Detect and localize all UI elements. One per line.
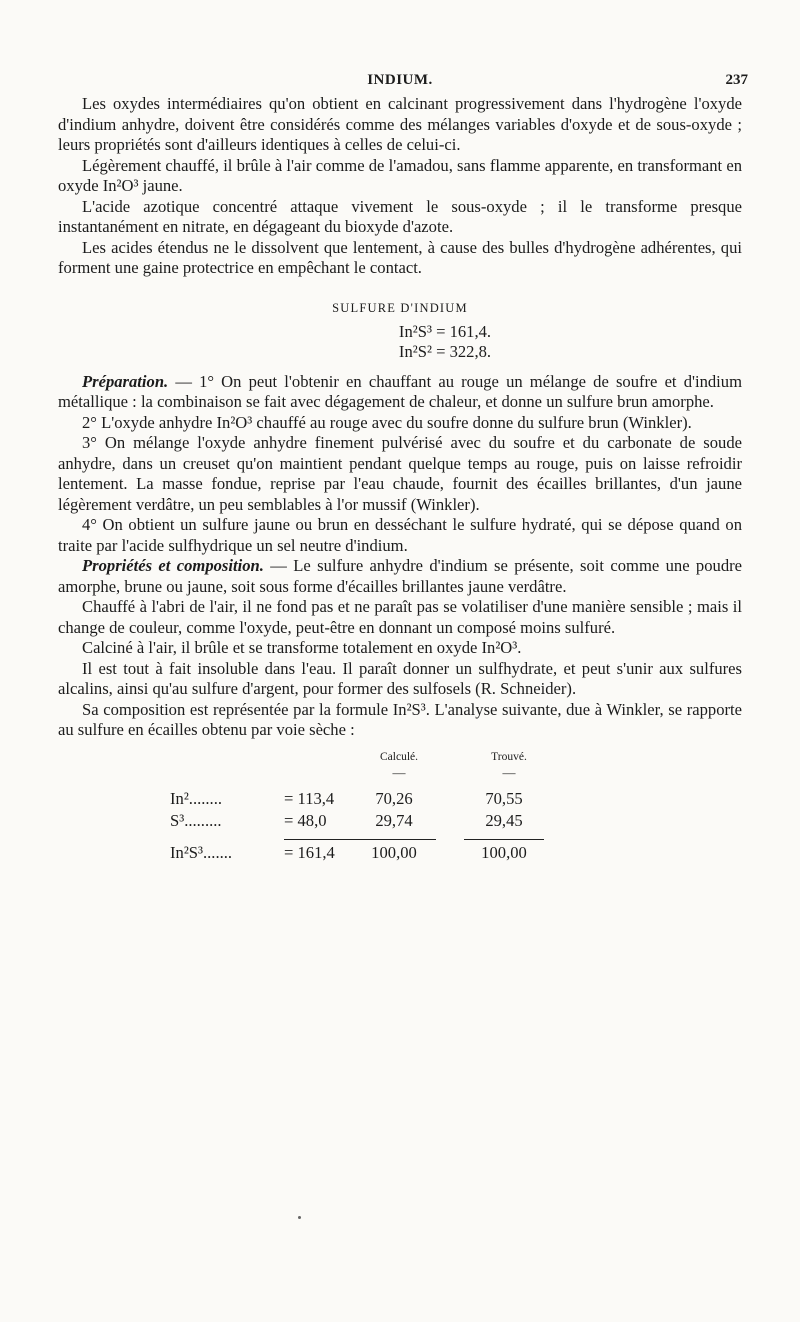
- paragraph-properties-4: Il est tout à fait insoluble dans l'eau. Il paraît donner un sulfhydrate, et peut s'unir aux sulfures alcalins, ainsi qu'au sulfure d'argent, pour former des sulfosels (R. Schneider).: [58, 658, 742, 698]
- paragraph-properties-5: Sa composition est représentée par la formule In²S³. L'analyse suivante, due à Winkler, se rapporte au sulfure en écailles obtenu par voie sèche :: [58, 699, 742, 739]
- row-label: In²........: [170, 788, 222, 808]
- preparation-label: Préparation.: [82, 371, 169, 391]
- row-value: = 113,4: [284, 788, 335, 808]
- sum-rule: [284, 839, 360, 840]
- row-value: = 161,4: [284, 842, 335, 862]
- sum-rule: [464, 839, 544, 840]
- table-row-total: [58, 843, 618, 865]
- table-row: [58, 811, 618, 833]
- column-header-trouve: Trouvé.: [491, 750, 527, 763]
- properties-label: Propriétés et composition.: [82, 556, 264, 575]
- preparation-text: — 1° On peut l'obtenir en chauffant au rouge un mélange de soufre et d'indium métallique : la combinaison se fait avec dégagement de chaleur, et donne un sulfure brun amorphe.: [58, 371, 742, 411]
- row-label: In²S³.......: [170, 842, 233, 862]
- row-trouve: 100,00: [481, 842, 527, 862]
- column-dash: —: [392, 764, 406, 780]
- running-title: INDIUM.: [367, 72, 433, 88]
- ink-speck: [298, 1216, 301, 1219]
- row-trouve: 29,45: [485, 810, 523, 830]
- formula-line: In²S² = 322,8.: [398, 341, 492, 361]
- table-row: [58, 789, 618, 811]
- paragraph-preparation-1: [58, 372, 742, 413]
- row-calcule: 70,26: [375, 788, 413, 808]
- column-dash: —: [502, 764, 516, 780]
- row-calcule: 29,74: [375, 810, 413, 830]
- section-heading: SULFURE D'INDIUM: [332, 300, 468, 315]
- page-header: [58, 72, 748, 94]
- sum-rule: [356, 839, 436, 840]
- formula-line: In²S³ = 161,4.: [398, 321, 492, 341]
- row-trouve: 70,55: [485, 788, 523, 808]
- paragraph-nitric-acid: L'acide azotique concentré attaque vivement le sous-oxyde ; il le transforme presque instantanément en nitrate, en dégageant du bioxyde d'azote.: [58, 196, 742, 236]
- row-value: = 48,0: [284, 810, 327, 830]
- paragraph-intermediate-oxides: Les oxydes intermédiaires qu'on obtient en calcinant progressivement dans l'hydrogène l'oxyde d'indium anhydre, doivent être considérés comme des mélanges variables d'oxyde et de sous-oxyde ; leurs propriétés sont d'ailleurs identiques à celles de celui-ci.: [58, 94, 742, 154]
- row-calcule: 100,00: [371, 842, 417, 862]
- paragraph-heated-in-air: Légèrement chauffé, il brûle à l'air comme de l'amadou, sans flamme apparente, en transformant en oxyde In²O³ jaune.: [58, 155, 742, 195]
- column-header-calcule: Calculé.: [380, 750, 418, 763]
- paragraph-dilute-acids: Les acides étendus ne le dissolvent que lentement, à cause des bulles d'hydrogène adhérentes, qui forment une gaine protectrice en empêchant le contact.: [58, 237, 742, 277]
- paragraph-preparation-3: 3° On mélange l'oxyde anhydre finement pulvérisé avec du soufre et du carbonate de soude anhydre, dans un creuset qu'on maintient pendant quelque temps au rouge, puis on laisse refroidir lentement. La masse fondue, reprise par l'eau chaude, fournit des écailles brillantes, d'un jaune légèrement verdâtre, un peu semblables à l'or mussif (Winkler).: [58, 433, 742, 514]
- paragraph-properties-1: [58, 556, 742, 597]
- paragraph-properties-2: Chauffé à l'abri de l'air, il ne fond pas et ne paraît pas se volatiliser d'une manière sensible ; mais il change de couleur, comme l'oxyde, peut-être en donnant un composé moins sulfuré.: [58, 597, 742, 637]
- paragraph-properties-3: Calciné à l'air, il brûle et se transforme totalement en oxyde In²O³.: [82, 638, 522, 657]
- paragraph-preparation-4: 4° On obtient un sulfure jaune ou brun en desséchant le sulfure hydraté, qui se dépose quand on traite par l'acide sulfhydrique un sel neutre d'indium.: [58, 515, 742, 555]
- paragraph-preparation-2: 2° L'oxyde anhydre In²O³ chauffé au rouge avec du soufre donne du sulfure brun (Winkler).: [82, 412, 692, 432]
- page: [58, 72, 748, 869]
- formula-block: [58, 322, 742, 362]
- properties-text: — Le sulfure anhydre d'indium se présente, soit comme une poudre amorphe, brune ou jaune, soit sous forme d'écailles brillantes jaune verdâtre.: [58, 556, 743, 596]
- page-number: 237: [725, 72, 748, 88]
- analysis-table: [58, 751, 742, 869]
- row-label: S³.........: [170, 810, 222, 830]
